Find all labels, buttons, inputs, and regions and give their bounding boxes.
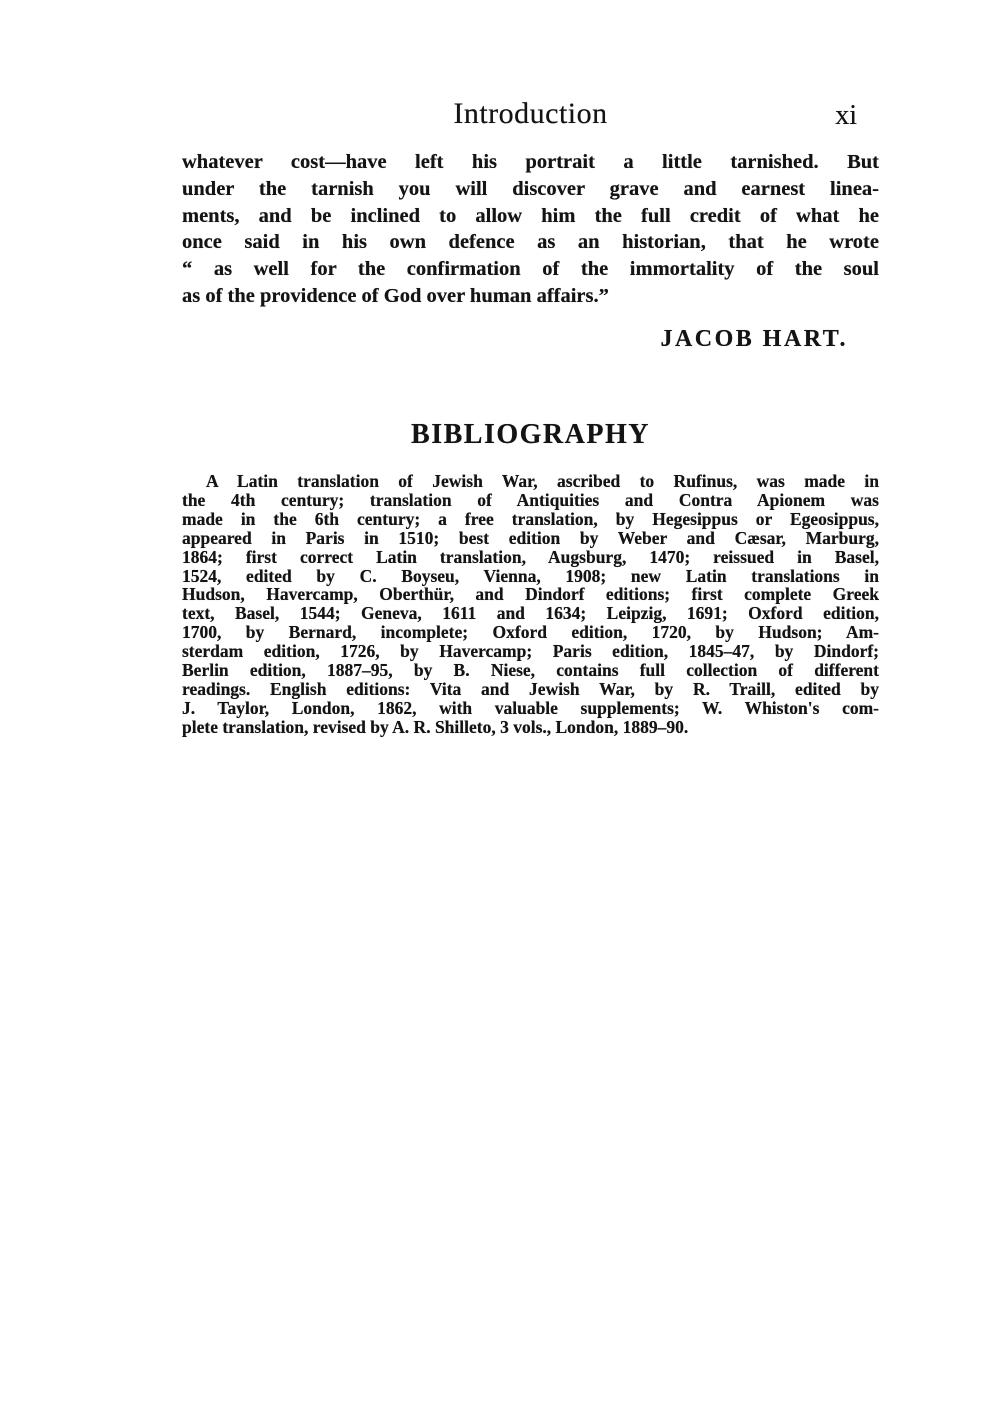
text-line: made in the 6th century; a free translation, by Hegesippus or Egeosippus,	[182, 508, 879, 529]
bibliography-heading: BIBLIOGRAPHY	[411, 419, 650, 450]
page-header	[182, 95, 879, 135]
text-line: sterdam edition, 1726, by Havercamp; Paris edition, 1845–47, by Dindorf;	[182, 641, 879, 662]
text-line: whatever cost—have left his portrait a little tarnished. But	[182, 151, 879, 173]
text-line: 1700, by Bernard, incomplete; Oxford edition, 1720, by Hudson; Am-	[182, 622, 879, 643]
text-line: Hudson, Havercamp, Oberthür, and Dindorf editions; first complete Greek	[182, 584, 879, 605]
text-line: as of the providence of God over human affairs.”	[182, 284, 609, 307]
text-line: ments, and be inclined to allow him the full credit of what he	[182, 204, 879, 227]
author-signature: JACOB HART.	[660, 326, 848, 352]
text-line: plete translation, revised by A. R. Shilleto, 3 vols., London, 1889–90.	[182, 716, 689, 737]
text-line: the 4th century; translation of Antiquities and Contra Apionem was	[182, 489, 879, 510]
text-line: A Latin translation of Jewish War, ascribed to Rufinus, was made in	[206, 471, 879, 491]
chapter-title: Introduction	[453, 97, 608, 130]
text-line: 1864; first correct Latin translation, Augsburg, 1470; reissued in Basel,	[182, 546, 879, 567]
text-line: once said in his own defence as an historian, that he wrote	[182, 231, 879, 254]
text-line: “ as well for the confirmation of the immortality of the soul	[182, 258, 879, 281]
bibliography-paragraph	[182, 472, 879, 737]
text-line: appeared in Paris in 1510; best edition by Weber and Cæsar, Marburg,	[182, 527, 879, 548]
text-line: under the tarnish you will discover grave and earnest linea-	[182, 177, 879, 200]
text-line: J. Taylor, London, 1862, with valuable supplements; W. Whiston's com-	[182, 697, 879, 718]
text-line: 1524, edited by C. Boyseu, Vienna, 1908; new Latin translations in	[182, 565, 879, 586]
text-line: readings. English editions: Vita and Jewish War, by R. Traill, edited by	[182, 678, 879, 699]
text-line: text, Basel, 1544; Geneva, 1611 and 1634; Leipzig, 1691; Oxford edition,	[182, 603, 879, 624]
text-line: Berlin edition, 1887–95, by B. Niese, contains full collection of different	[182, 660, 879, 681]
intro-paragraph	[182, 149, 879, 310]
page-number: xi	[835, 100, 857, 131]
